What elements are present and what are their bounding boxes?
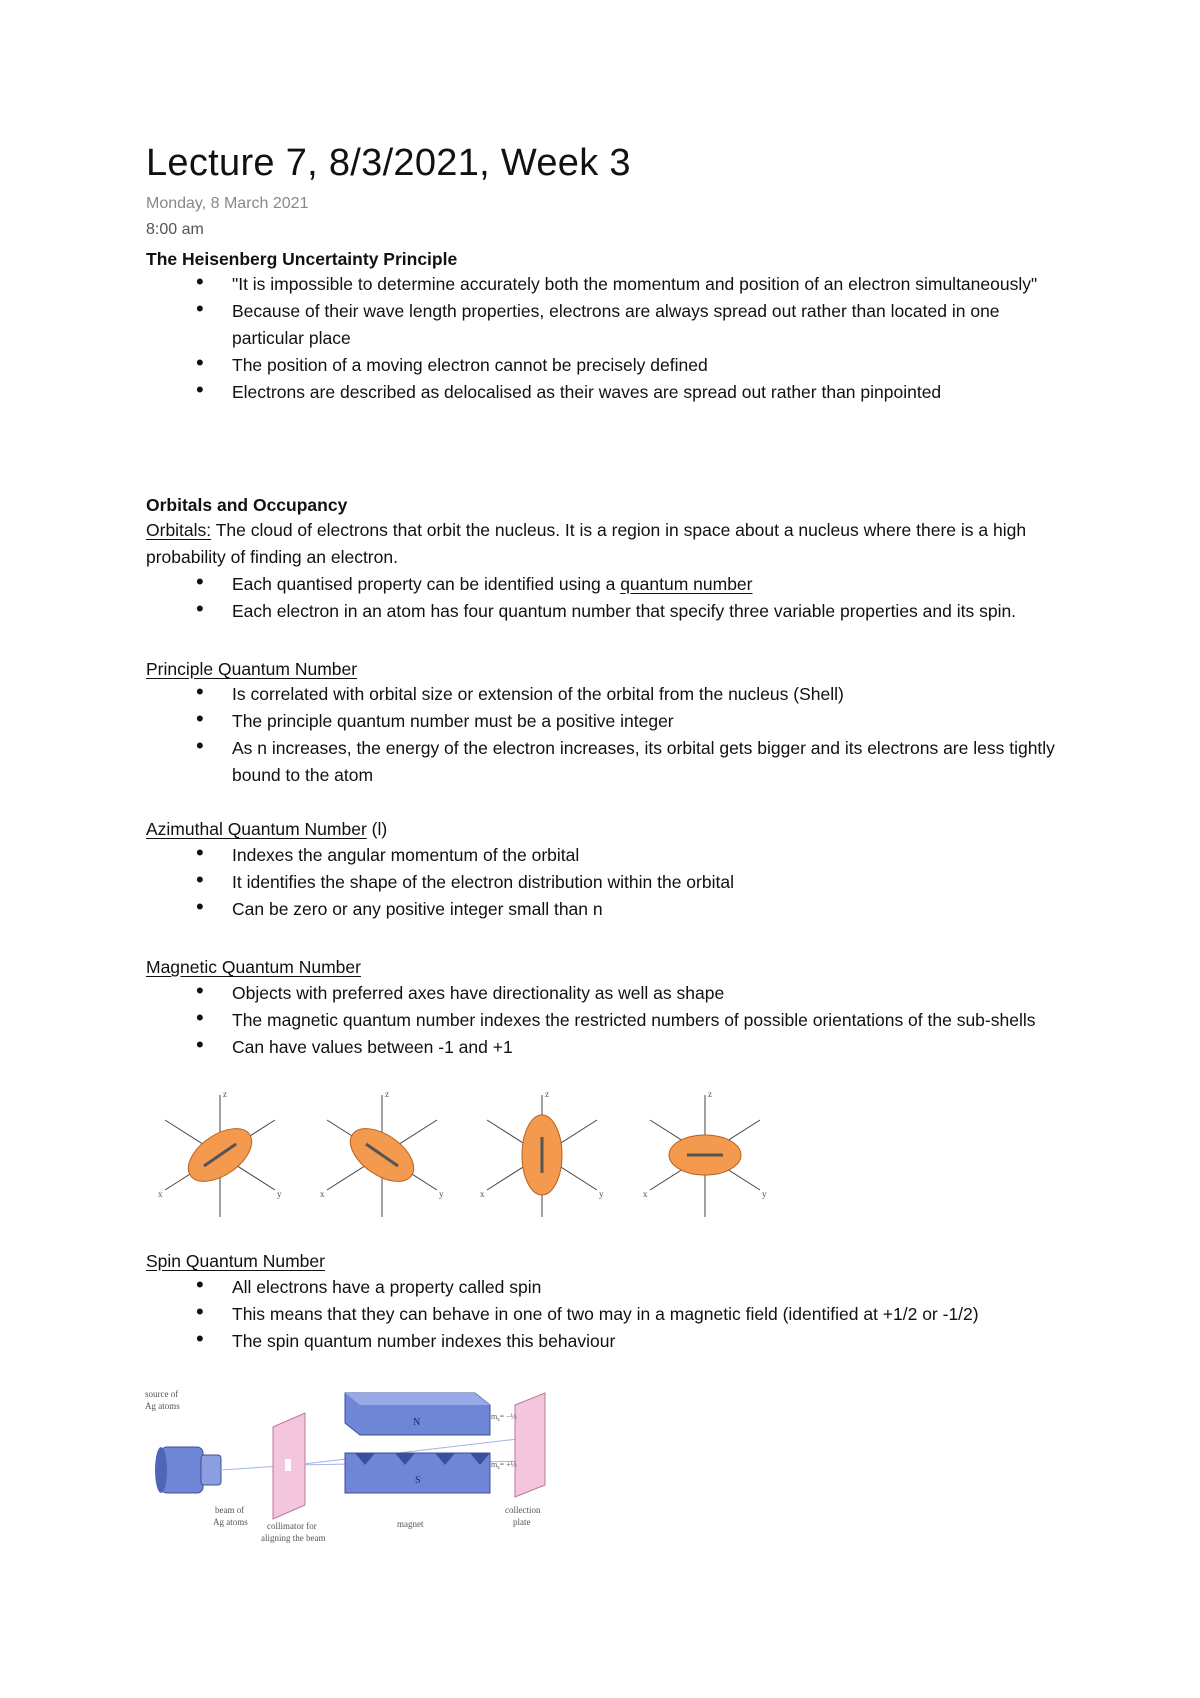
list-item-text: Each quantised property can be identified using a: [232, 574, 621, 594]
svg-text:source of: source of: [145, 1389, 179, 1399]
quantum-number-link: quantum number: [620, 574, 753, 594]
svg-text:z: z: [708, 1090, 712, 1099]
azimuthal-heading: [146, 816, 1046, 843]
list-item: • The magnetic quantum number indexes the restricted numbers of possible orientations of the sub-shells: [232, 1007, 1062, 1034]
orbitals-definition-text: The cloud of electrons that orbit the nucleus. It is a region in space about a nucleus where there is a high probability of finding an electron.: [146, 520, 1027, 567]
azimuthal-heading-text: Azimuthal Quantum Number: [146, 819, 367, 839]
page-title: Lecture 7, 8/3/2021, Week 3: [146, 142, 631, 184]
svg-text:Ag atoms: Ag atoms: [213, 1517, 248, 1527]
svg-text:z: z: [545, 1090, 549, 1099]
svg-text:collection: collection: [505, 1505, 541, 1515]
magnet-south: [345, 1453, 490, 1493]
svg-text:z: z: [385, 1090, 389, 1099]
magnet-north: [345, 1393, 490, 1435]
page-time: 8:00 am: [146, 221, 204, 238]
silver-source: [155, 1447, 221, 1493]
orbitals-heading: Orbitals and Occupancy: [146, 495, 348, 515]
svg-text:Ag atoms: Ag atoms: [145, 1401, 180, 1411]
azimuthal-list: [232, 842, 1062, 923]
orbital-diagram-1: [158, 1090, 282, 1217]
list-item: • "It is impossible to determine accurately both the momentum and position of an electron simultaneously": [232, 271, 1062, 298]
svg-text:y: y: [439, 1189, 444, 1199]
orbitals-definition: [146, 517, 1046, 571]
svg-text:beam of: beam of: [215, 1505, 245, 1515]
collection-plate: [515, 1393, 545, 1497]
principle-list: [232, 681, 1062, 789]
svg-text:y: y: [277, 1189, 282, 1199]
list-item: • The principle quantum number must be a positive integer: [232, 708, 1062, 735]
svg-text:plate: plate: [513, 1517, 531, 1527]
magnetic-heading: Magnetic Quantum Number: [146, 957, 361, 977]
list-item: • Indexes the angular momentum of the orbital: [232, 842, 1062, 869]
svg-text:collimator for: collimator for: [267, 1521, 317, 1531]
list-item: • It identifies the shape of the electron distribution within the orbital: [232, 869, 1062, 896]
list-item: • Can be zero or any positive integer small than n: [232, 896, 1062, 923]
list-item: • Because of their wave length properties, electrons are always spread out rather than located in one particular place: [232, 298, 1062, 352]
spin-heading: Spin Quantum Number: [146, 1251, 325, 1271]
svg-text:ms= −½: $m_s=$ −½: [491, 1412, 517, 1423]
heisenberg-heading: The Heisenberg Uncertainty Principle: [146, 249, 458, 269]
list-item: • The spin quantum number indexes this behaviour: [232, 1328, 1062, 1355]
svg-text:y: y: [599, 1189, 604, 1199]
list-item: • The position of a moving electron cannot be precisely defined: [232, 352, 1062, 379]
svg-text:x: x: [643, 1189, 648, 1199]
list-item: • Electrons are described as delocalised as their waves are spread out rather than pinpointed: [232, 379, 1062, 406]
svg-text:magnet: magnet: [397, 1519, 424, 1529]
list-item: • Each electron in an atom has four quantum number that specify three variable properties and its spin.: [232, 598, 1062, 625]
svg-text:x: x: [480, 1189, 485, 1199]
orbital-orientations-figure: [150, 1090, 790, 1220]
svg-text:N: N: [413, 1417, 421, 1428]
orbital-diagram-3: [480, 1090, 604, 1217]
page-date: Monday, 8 March 2021: [146, 195, 309, 212]
svg-text:S: S: [415, 1475, 421, 1486]
azimuthal-heading-suffix: (l): [366, 819, 388, 839]
list-item: • As n increases, the energy of the electron increases, its orbital gets bigger and its electrons are less tightly bound to the atom: [232, 735, 1062, 789]
heisenberg-list: [232, 271, 1062, 406]
magnetic-list: [232, 980, 1062, 1061]
svg-text:x: x: [320, 1189, 325, 1199]
list-item: • All electrons have a property called spin: [232, 1274, 1062, 1301]
svg-text:x: x: [158, 1189, 163, 1199]
spin-list: [232, 1274, 1062, 1355]
list-item: • This means that they can behave in one of two may in a magnetic field (identified at +1/2 or -1/2): [232, 1301, 1062, 1328]
list-item: • Objects with preferred axes have directionality as well as shape: [232, 980, 1062, 1007]
principle-heading: Principle Quantum Number: [146, 659, 358, 679]
orbitals-term: Orbitals:: [146, 520, 212, 540]
orbital-diagram-4: [643, 1090, 767, 1217]
svg-text:ms= +½: $m_s=$ +½: [491, 1460, 517, 1471]
stern-gerlach-figure: [145, 1385, 625, 1545]
list-item: [232, 571, 1062, 598]
orbitals-list: [232, 571, 1062, 625]
svg-text:z: z: [223, 1090, 227, 1099]
orbital-diagram-2: [320, 1090, 444, 1217]
list-item: • Is correlated with orbital size or extension of the orbital from the nucleus (Shell): [232, 681, 1062, 708]
svg-text:y: y: [762, 1189, 767, 1199]
svg-text:aligning the beam: aligning the beam: [261, 1533, 326, 1543]
list-item: • Can have values between -1 and +1: [232, 1034, 1062, 1061]
